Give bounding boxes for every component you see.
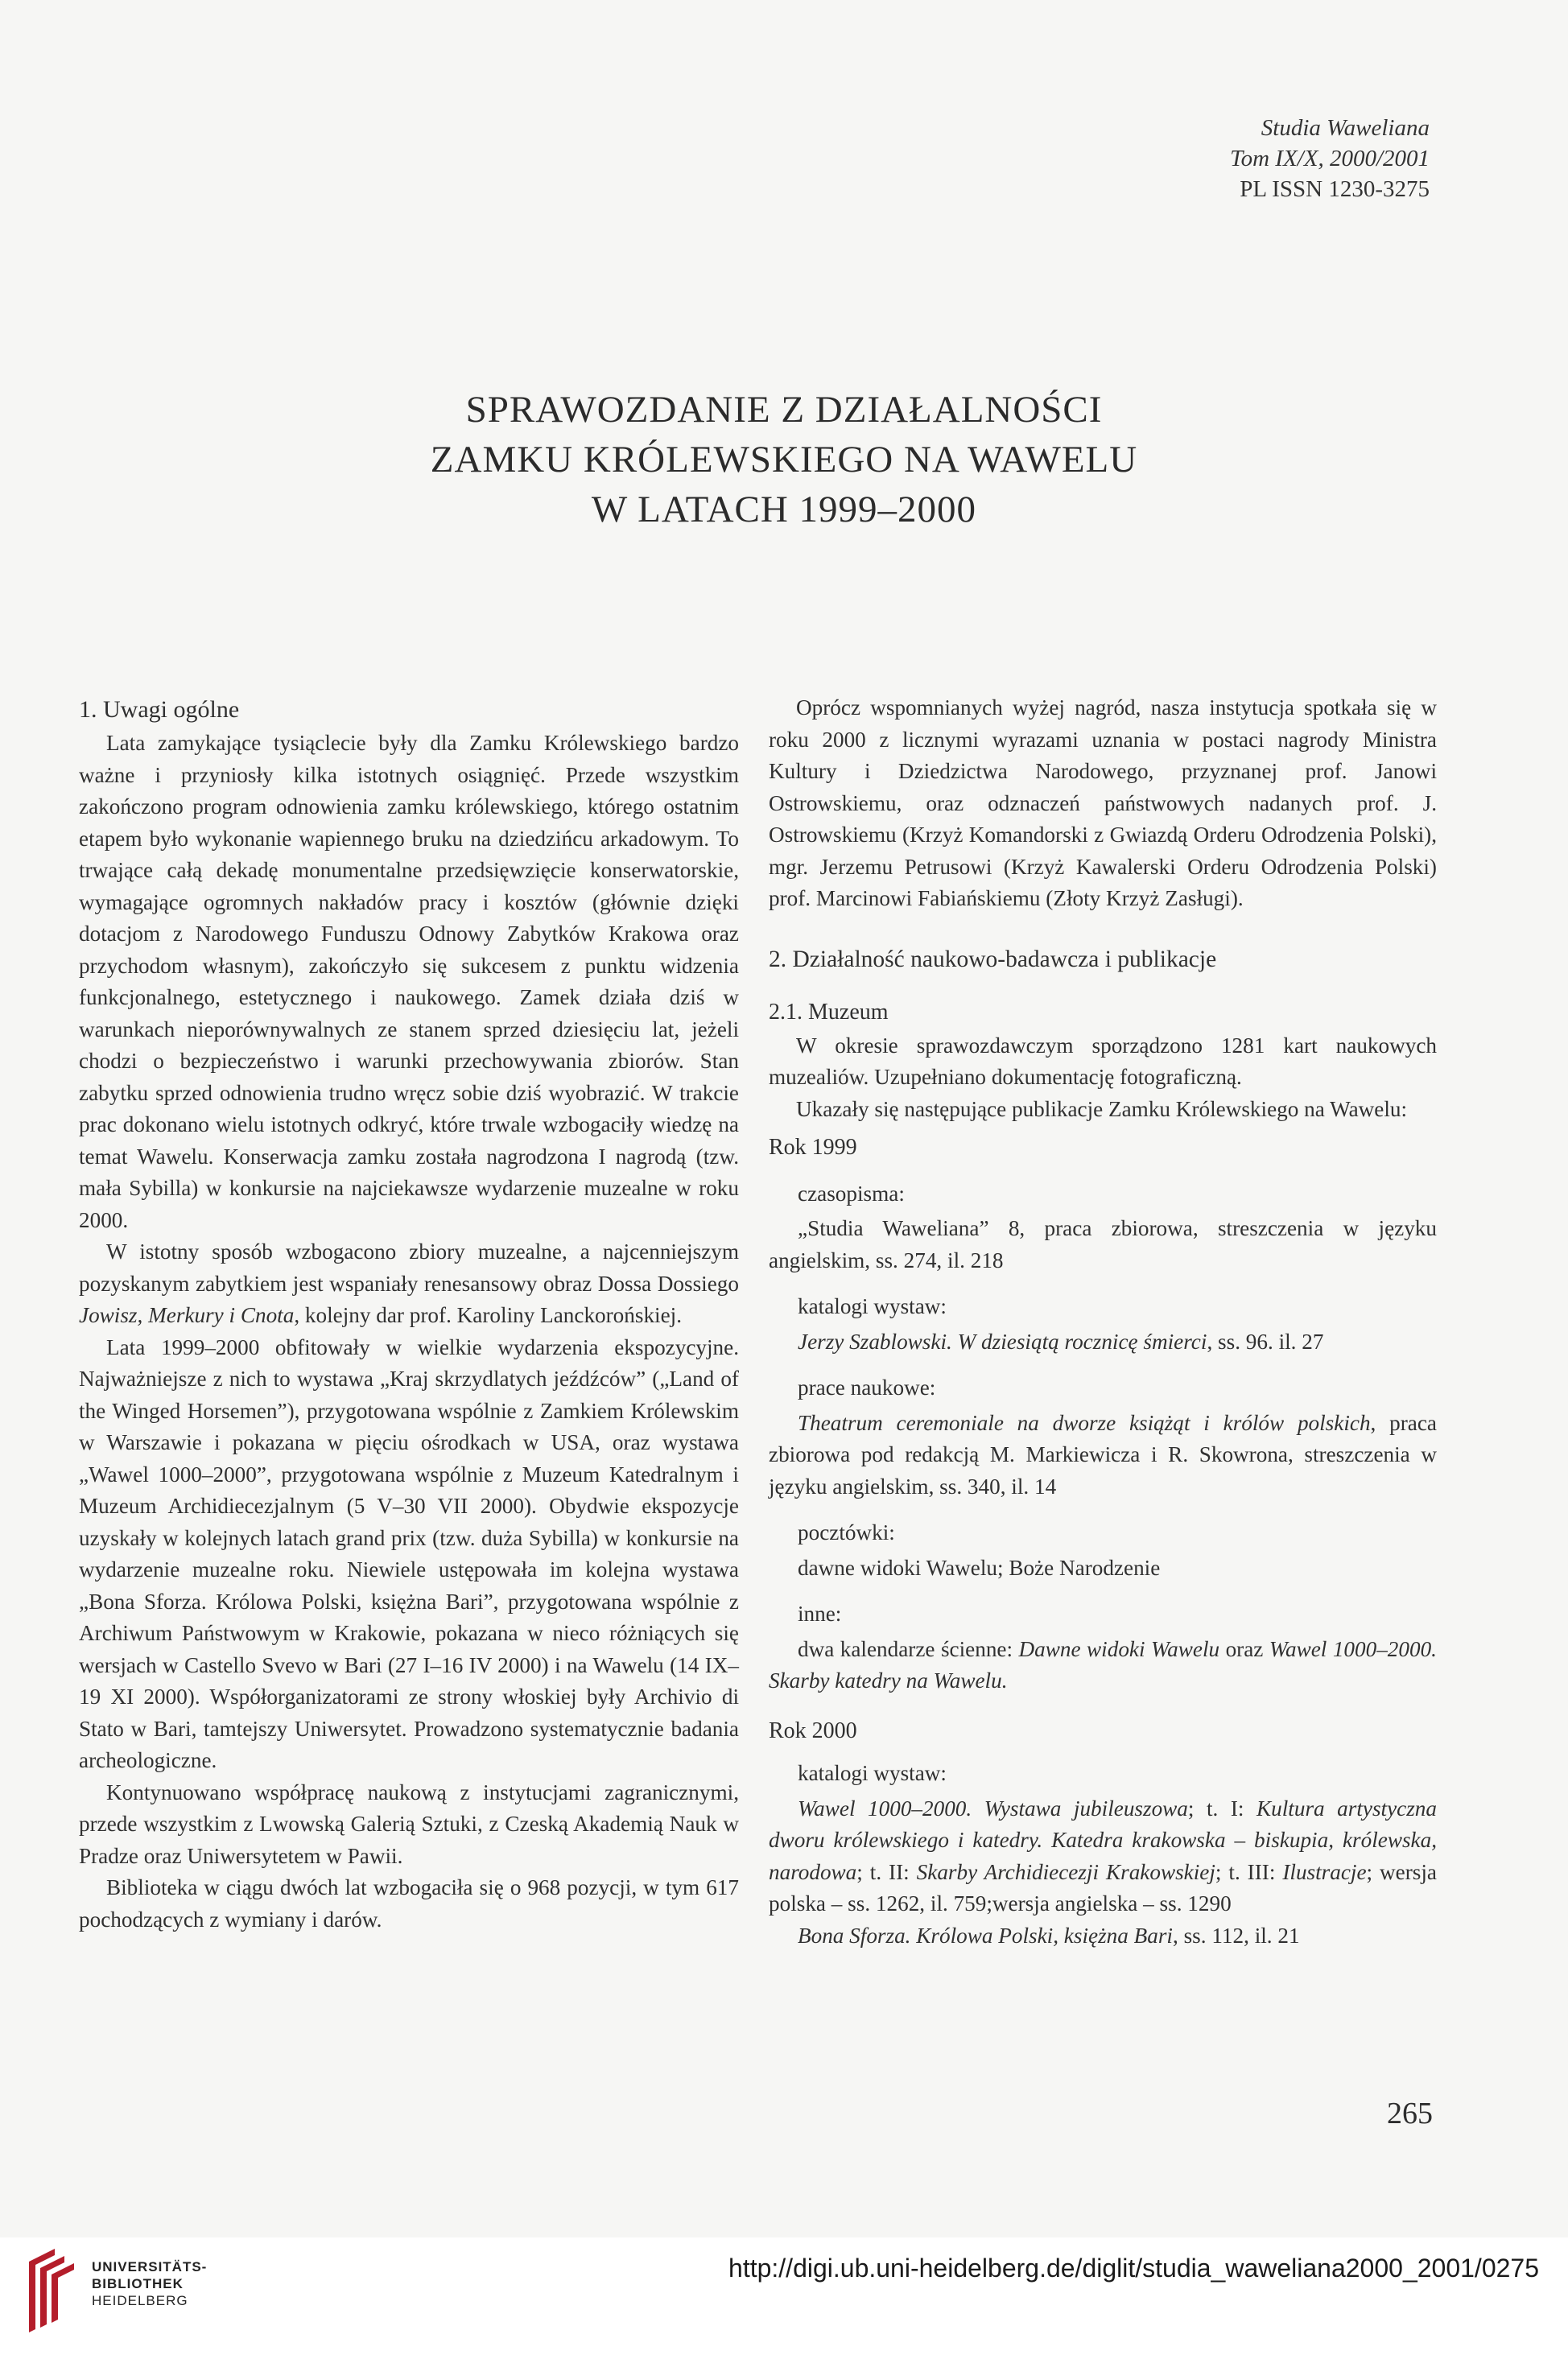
- publication-title: Bona Sforza. Królowa Polski, księżna Bari: [798, 1923, 1173, 1948]
- publication-entry: „Studia Waweliana” 8, praca zbiorowa, streszczenia w języku angielskim, ss. 274, il. 218: [769, 1216, 1437, 1272]
- text: oraz: [1219, 1636, 1269, 1661]
- publication-entry: [769, 1326, 1437, 1359]
- subsection-heading: 2.1. Muzeum: [769, 1000, 889, 1025]
- publication-entry: dawne widoki Wawelu; Boże Narodzenie: [798, 1555, 1161, 1580]
- category-label: inne:: [798, 1602, 842, 1626]
- publication-title: Dawne widoki Wawelu: [1018, 1636, 1220, 1661]
- section-2-heading: 2. Działalność naukowo-badawcza i publikacje: [769, 946, 1217, 972]
- category-label: pocztówki:: [798, 1520, 895, 1544]
- paragraph: Oprócz wspomnianych wyżej nagród, nasza instytucja spotkała się w roku 2000 z licznymi wyrazami uznania w postaci nagrody Ministra Kultury i Dziedzictwa Narodowego, przyznanej prof. Janowi Ostrowskiemu, oraz odznaczeń państwowych nadanych prof. J. Ostrowskiemu (Krzyż Komandorski z Gwiazdą Orderu Odrodzenia Polski), mgr. Jerzemu Petrusowi (Krzyż Kawalerski Orderu Odrodzenia Polski) prof. Marcinowi Fabiańskiemu (Złoty Krzyż Zasługi).: [769, 695, 1437, 910]
- text: W istotny sposób wzbogacono zbiory muzealne, a najcenniejszym pozyskanym zabytkiem jest wspaniały renesansowy obraz Dossa Dossiego: [79, 1239, 739, 1296]
- journal-name: Studia Waweliana: [1261, 115, 1430, 141]
- publication-title: Theatrum ceremoniale na dworze książąt i królów polskich: [798, 1410, 1371, 1435]
- publication-title: Kultura artystyczna dworu królewskiego i katedry. Katedra krakowska – biskupia, królewska, narodowa: [769, 1796, 1437, 1884]
- paragraph: Biblioteka w ciągu dwóch lat wzbogaciła się o 968 pozycji, w tym 617 pochodzących z wymiany i darów.: [79, 1875, 739, 1932]
- source-url-link[interactable]: http://digi.ub.uni-heidelberg.de/diglit/studia_waweliana2000_2001/0275: [728, 2254, 1539, 2283]
- journal-header: [1230, 113, 1430, 204]
- article-title: [0, 385, 1568, 534]
- title-line-1: SPRAWOZDANIE Z DZIAŁALNOŚCI: [465, 389, 1103, 431]
- category-label: katalogi wystaw:: [798, 1761, 947, 1785]
- text: ; t. III:: [1215, 1859, 1283, 1884]
- publication-title: Jerzy Szablowski. W dziesiątą rocznicę śmierci: [798, 1329, 1207, 1354]
- text: ; t. II:: [856, 1859, 917, 1884]
- library-name-line: BIBLIOTHEK: [92, 2276, 184, 2291]
- text: , praca zbiorowa pod redakcją M. Markiewicza i R. Skowrona, streszczenia w języku angielskim, ss. 340, il. 14: [769, 1410, 1437, 1499]
- paragraph: [79, 1236, 739, 1332]
- text: ; wersja polska – ss. 1262, il. 759;wersja angielska – ss. 1290: [769, 1859, 1437, 1916]
- category-label: katalogi wystaw:: [798, 1294, 947, 1318]
- library-name: [92, 2258, 207, 2309]
- text: , kolejny dar prof. Karoliny Lanckorońskiej.: [294, 1303, 683, 1327]
- publication-entry: [769, 1793, 1437, 1920]
- publication-title: Wawel 1000–2000. Skarby katedry na Wawelu.: [769, 1636, 1437, 1693]
- text: , ss. 112, il. 21: [1172, 1923, 1300, 1948]
- journal-volume: Tom IX/X, 2000/2001: [1230, 146, 1430, 171]
- title-line-2: ZAMKU KRÓLEWSKIEGO NA WAWELU: [430, 439, 1138, 480]
- year-heading-1999: Rok 1999: [769, 1135, 857, 1160]
- publication-title: Wawel 1000–2000. Wystawa jubileuszowa: [798, 1796, 1188, 1821]
- category-label: czasopisma:: [798, 1181, 905, 1206]
- text: ; t. I:: [1187, 1796, 1257, 1821]
- paragraph: Ukazały się następujące publikacje Zamku Królewskiego na Wawelu:: [796, 1096, 1408, 1121]
- library-name-line: HEIDELBERG: [92, 2293, 188, 2308]
- journal-issn: PL ISSN 1230-3275: [1240, 176, 1430, 202]
- publication-title: Skarby Archidiecezji Krakowskiej: [916, 1859, 1215, 1884]
- artwork-title: Jowisz, Merkury i Cnota: [79, 1303, 295, 1327]
- paragraph: W okresie sprawozdawczym sporządzono 1281 kart naukowych muzealiów. Uzupełniano dokumentację fotograficzną.: [769, 1033, 1437, 1089]
- title-line-3: W LATACH 1999–2000: [591, 489, 977, 530]
- paragraph: Kontynuowano współpracę naukową z instytucjami zagranicznymi, przede wszystkim z Lwowską Galerią Sztuki, z Czeską Akademią Nauk w Pradze oraz Uniwersytetem w Pawii.: [79, 1780, 739, 1868]
- publication-entry: [769, 1634, 1437, 1697]
- text: dwa kalendarze ścienne:: [798, 1636, 1019, 1661]
- library-name-line: UNIVERSITÄTS-: [92, 2259, 208, 2274]
- category-label: prace naukowe:: [798, 1375, 936, 1400]
- section-1-heading: 1. Uwagi ogólne: [79, 696, 240, 723]
- text: , ss. 96. il. 27: [1207, 1329, 1324, 1354]
- left-column: [79, 692, 739, 1936]
- paragraph: Lata 1999–2000 obfitowały w wielkie wydarzenia ekspozycyjne. Najważniejsze z nich to wystawa „Kraj skrzydlatych jeźdźców” („Land of the Winged Horsemen”), przygotowana wspólnie z Zamkiem Królewskim w Warszawie i pokazana w pięciu ośrodkach w USA, oraz wystawa „Wawel 1000–2000”, przygotowana wspólnie z Muzeum Katedralnym i Muzeum Archidiecezjalnym (5 V–30 VII 2000). Obydwie ekspozycje uzyskały w kolejnych latach grand prix (tzw. duża Sybilla) w konkursie na wydarzenie muzealne roku. Niewiele ustępowała im kolejna wystawa „Bona Sforza. Królowa Polski, księżna Bari”, przygotowana wspólnie z Archiwum Państwowym w Krakowie, pokazana w nieco różniących się wersjach w Castello Svevo w Bari (27 I–16 IV 2000) i na Wawelu (14 IX–19 XI 2000). Współorganizatorami ze strony włoskiej były Archivio di Stato w Bari, tamtejszy Uniwersytet. Prowadzono systematycznie badania archeologiczne.: [79, 1334, 739, 1772]
- library-logo-icon: [23, 2246, 79, 2342]
- right-column: [769, 692, 1437, 1952]
- page-number: 265: [1387, 2097, 1433, 2130]
- publication-entry: [769, 1408, 1437, 1503]
- publication-entry: [769, 1920, 1437, 1953]
- publication-title: Ilustracje: [1282, 1859, 1367, 1884]
- paragraph: Lata zamykające tysiąclecie były dla Zamku Królewskiego bardzo ważne i przyniosły kilka istotnych osiągnięć. Przede wszystkim zakończono program odnowienia zamku królewskiego, którego ostatnim etapem było wykonanie wapiennego bruku na dziedzińcu arkadowym. To trwające całą dekadę monumentalne przedsięwzięcie konserwatorskie, wymagające ogromnych nakładów pracy i kosztów (głównie dzięki dotacjom z Narodowego Funduszu Odnowy Zabytków Krakowa oraz przychodom własnym), zakończyło się sukcesem z punktu widzenia funkcjonalnego, estetycznego i naukowego. Zamek działa dziś w warunkach nieporównywalnych ze stanem sprzed dziesięciu lat, jeżeli chodzi o bezpieczeństwo i warunki przechowywania zbiorów. Stan zabytku sprzed odnowienia trudno wręcz sobie dziś wyobrazić. W trakcie prac dokonano wielu istotnych odkryć, które trwale wzbogaciły wiedzę na temat Wawelu. Konserwacja zamku została nagrodzona I nagrodą (tzw. mała Sybilla) w konkursie na najciekawsze wydarzenie muzealne w roku 2000.: [79, 731, 739, 1232]
- year-heading-2000: Rok 2000: [769, 1718, 857, 1743]
